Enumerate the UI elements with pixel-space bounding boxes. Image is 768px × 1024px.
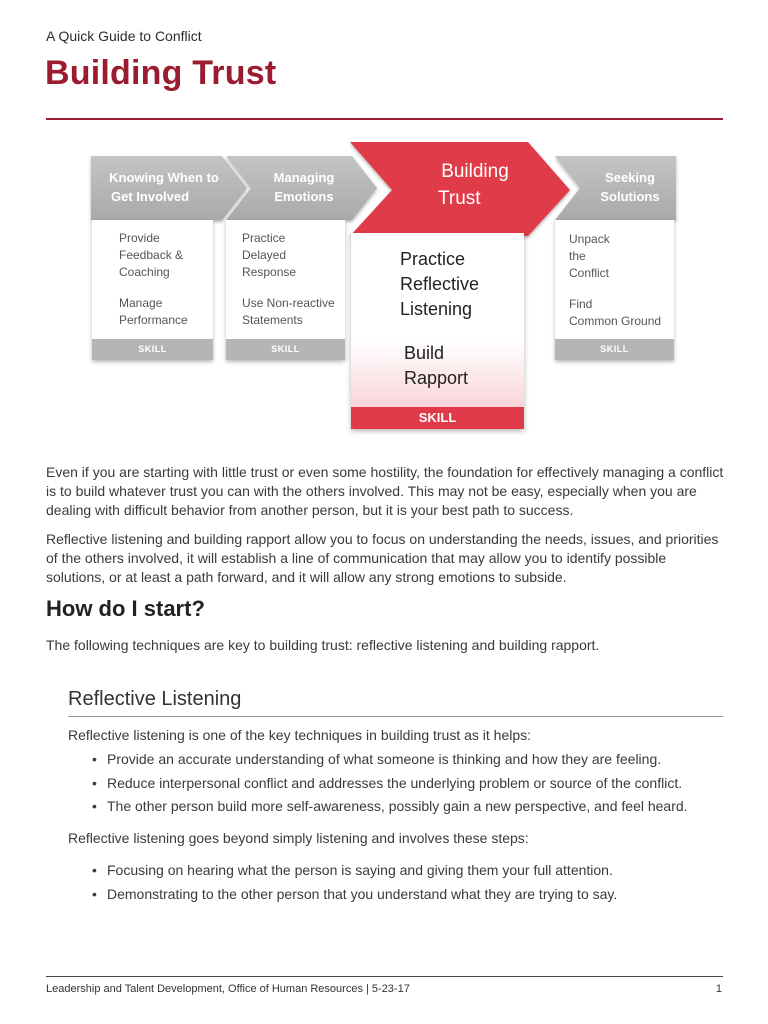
step-2-item-2: Use Non-reactive Statements <box>242 296 335 327</box>
step-1-card <box>92 220 213 360</box>
steps-list <box>92 861 732 908</box>
list-item: • Provide an accurate understanding of what someone is thinking and how they are feeling. <box>92 750 732 769</box>
step-1-title: Knowing When to Get Involved <box>109 170 219 204</box>
section-intro: The following techniques are key to building trust: reflective listening and building rapport. <box>46 637 600 653</box>
section-heading: How do I start? <box>46 596 205 621</box>
step-4-card <box>555 220 674 360</box>
step-3-item-2: Build Rapport <box>404 343 469 388</box>
list-item: • Demonstrating to the other person that you understand what they are trying to say. <box>92 885 732 904</box>
list-item: • The other person build more self-awareness, possibly gain a new perspective, and feel heard. <box>92 797 732 816</box>
intro-paragraph-2: Reflective listening and building rapport allow you to focus on understanding the needs, issues, and priorities of the others involved, it will establish a line of communication that may allow you to identify possible solutions, or at least a path forward, and it will allow any strong emotions to subside. <box>46 531 719 585</box>
step-4-skill-label: SKILL <box>555 339 674 360</box>
step-4-title: Seeking Solutions <box>600 170 660 204</box>
step-2-card <box>226 220 345 360</box>
step-4-item-2: Find Common Ground <box>569 297 662 328</box>
step-3-card-active <box>351 233 524 429</box>
step-3-item-1: Practice Reflective Listening <box>400 249 480 319</box>
step-2-skill-label: SKILL <box>226 339 345 360</box>
process-diagram <box>0 0 768 440</box>
page-title: Building Trust <box>45 54 277 92</box>
step-2-item-1: Practice Delayed Response <box>242 231 297 279</box>
step-4-item-1: Unpack the Conflict <box>569 232 610 280</box>
page-number: 1 <box>715 983 722 995</box>
eyebrow: A Quick Guide to Conflict <box>46 28 202 44</box>
step-3-title: Building Trust <box>438 161 509 209</box>
subsection-lead: Reflective listening is one of the key techniques in building trust as it helps: <box>68 727 532 743</box>
subsection-rule <box>68 716 723 717</box>
subsection-lead-2: Reflective listening goes beyond simply listening and involves these steps: <box>68 830 529 846</box>
list-item: • Reduce interpersonal conflict and addresses the underlying problem or source of the conflict. <box>92 774 732 793</box>
step-1-item-1: Provide Feedback & Coaching <box>119 231 184 279</box>
footer-text: Leadership and Talent Development, Office of Human Resources | 5-23-17 <box>46 983 410 995</box>
list-item: • Focusing on hearing what the person is saying and giving them your full attention. <box>92 861 732 880</box>
step-1-item-2: Manage Performance <box>119 296 188 327</box>
step-1-skill-label: SKILL <box>92 339 213 360</box>
subsection-heading: Reflective Listening <box>68 688 242 710</box>
benefits-list <box>92 750 732 821</box>
step-2-title: Managing Emotions <box>273 170 335 204</box>
intro-paragraph-1: Even if you are starting with little trust or even some hostility, the foundation for effectively managing a conflict is to build whatever trust you can with the others involved. This may not be easy, especially when you are dealing with difficult behavior from another person, but it is your best path to success. <box>46 464 724 518</box>
step-3-skill-label: SKILL <box>351 407 524 429</box>
footer-rule <box>46 976 723 977</box>
